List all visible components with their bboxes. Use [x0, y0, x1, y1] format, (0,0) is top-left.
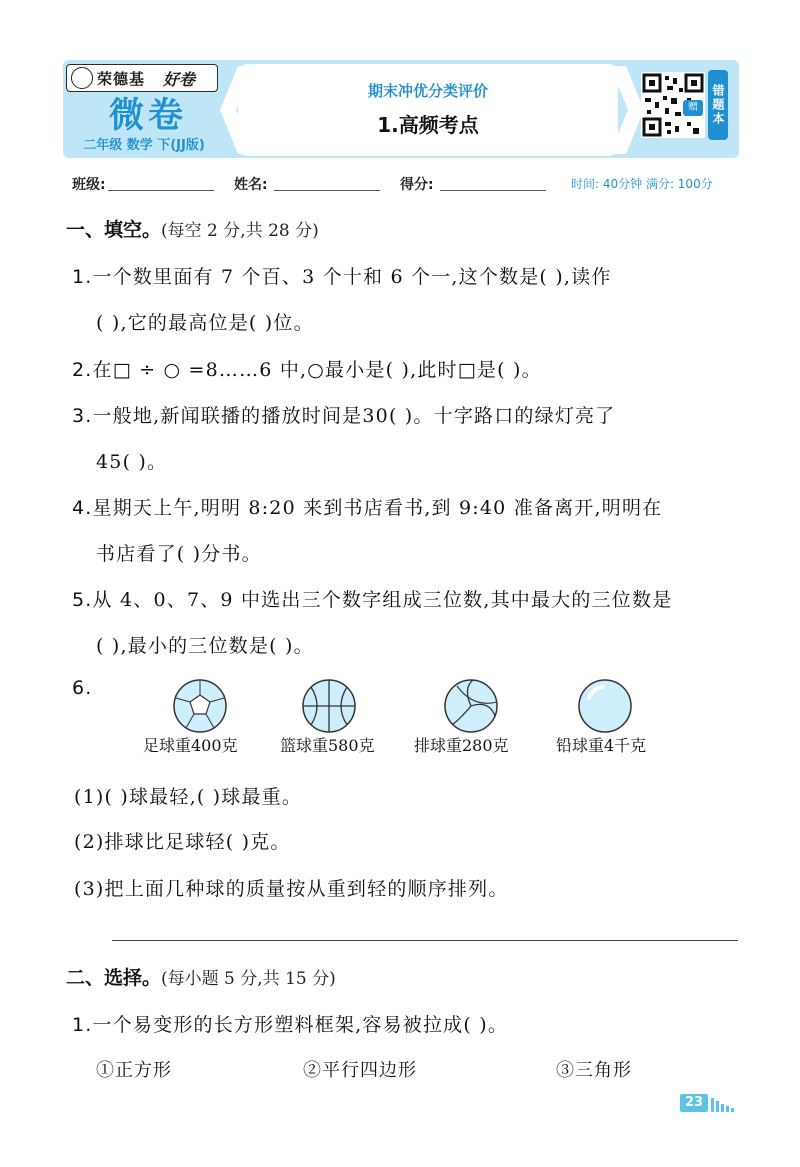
- brand-mascot-icon: [71, 67, 93, 89]
- section-2-question-1: 1.一个易变形的长方形塑料框架,容易被拉成( )。: [72, 1014, 509, 1036]
- brand-subtitle: 好卷: [163, 70, 196, 89]
- option-1[interactable]: ①正方形: [96, 1060, 172, 1081]
- soccer-ball-icon: [172, 678, 228, 734]
- gift-badge: 赠: [683, 100, 703, 116]
- question-6-sub-3: (3)把上面几种球的质量按从重到轻的顺序排列。: [74, 878, 509, 900]
- question-6: 6.: [72, 677, 93, 699]
- option-2[interactable]: ②平行四边形: [303, 1060, 417, 1081]
- class-field[interactable]: [108, 190, 214, 191]
- unit-title: 1.高频考点: [377, 113, 479, 137]
- class-label: 班级:: [72, 177, 106, 193]
- ball-caption: 排球重280克: [414, 736, 509, 755]
- grade-subject-line: 二年级 数学 下(JJ版): [83, 138, 205, 153]
- question-1-line-2: ( ),它的最高位是( )位。: [96, 312, 314, 334]
- name-label: 姓名:: [234, 177, 268, 193]
- volleyball-icon: [443, 678, 499, 734]
- shot-put-icon: [577, 678, 633, 734]
- question-3: 3.一般地,新闻联播的播放时间是30( )。十字路口的绿灯亮了: [72, 405, 616, 427]
- section-1-note: (每空 2 分,共 28 分): [161, 221, 319, 241]
- name-field[interactable]: [274, 190, 380, 191]
- question-6-sub-1: (1)( )球最轻,( )球最重。: [74, 786, 303, 808]
- question-6-sub-2: (2)排球比足球轻( )克。: [74, 831, 291, 853]
- section-1-heading: 一、填空。(每空 2 分,共 28 分): [66, 219, 319, 241]
- question-5: 5.从 4、0、7、9 中选出三个数字组成三位数,其中最大的三位数是: [72, 589, 673, 611]
- unit-heading: 期末冲优分类评价: [367, 82, 488, 100]
- score-label: 得分:: [400, 177, 434, 193]
- question-2: 2.在□ ÷ ○ =8……6 中,○最小是( ),此时□是( )。: [72, 359, 542, 381]
- question-3-line-2: 45( )。: [96, 451, 168, 473]
- question-4: 4.星期天上午,明明 8:20 来到书店看书,到 9:40 准备离开,明明在: [72, 497, 663, 519]
- option-3[interactable]: ③三角形: [556, 1060, 632, 1081]
- ball-caption: 铅球重4千克: [556, 736, 647, 755]
- question-4-line-2: 书店看了( )分书。: [96, 543, 262, 565]
- section-2-note: (每小题 5 分,共 15 分): [161, 969, 336, 989]
- score-field[interactable]: [440, 190, 546, 191]
- question-5-line-2: ( ),最小的三位数是( )。: [96, 635, 314, 657]
- page-number: 23: [680, 1094, 708, 1112]
- basketball-icon: [301, 678, 357, 734]
- ball-caption: 篮球重580克: [280, 736, 375, 755]
- brand-name: 荣德基: [97, 70, 146, 88]
- series-title: 微卷: [108, 96, 187, 136]
- error-book-tab[interactable]: 错题本: [708, 70, 728, 140]
- question-1: 1.一个数里面有 7 个百、3 个十和 6 个一,这个数是( ),读作: [72, 266, 612, 288]
- ball-caption: 足球重400克: [143, 736, 238, 755]
- section-2-heading: 二、选择。(每小题 5 分,共 15 分): [66, 967, 336, 989]
- section-divider: [112, 940, 738, 941]
- time-score-info: 时间: 40分钟 满分: 100分: [571, 177, 713, 191]
